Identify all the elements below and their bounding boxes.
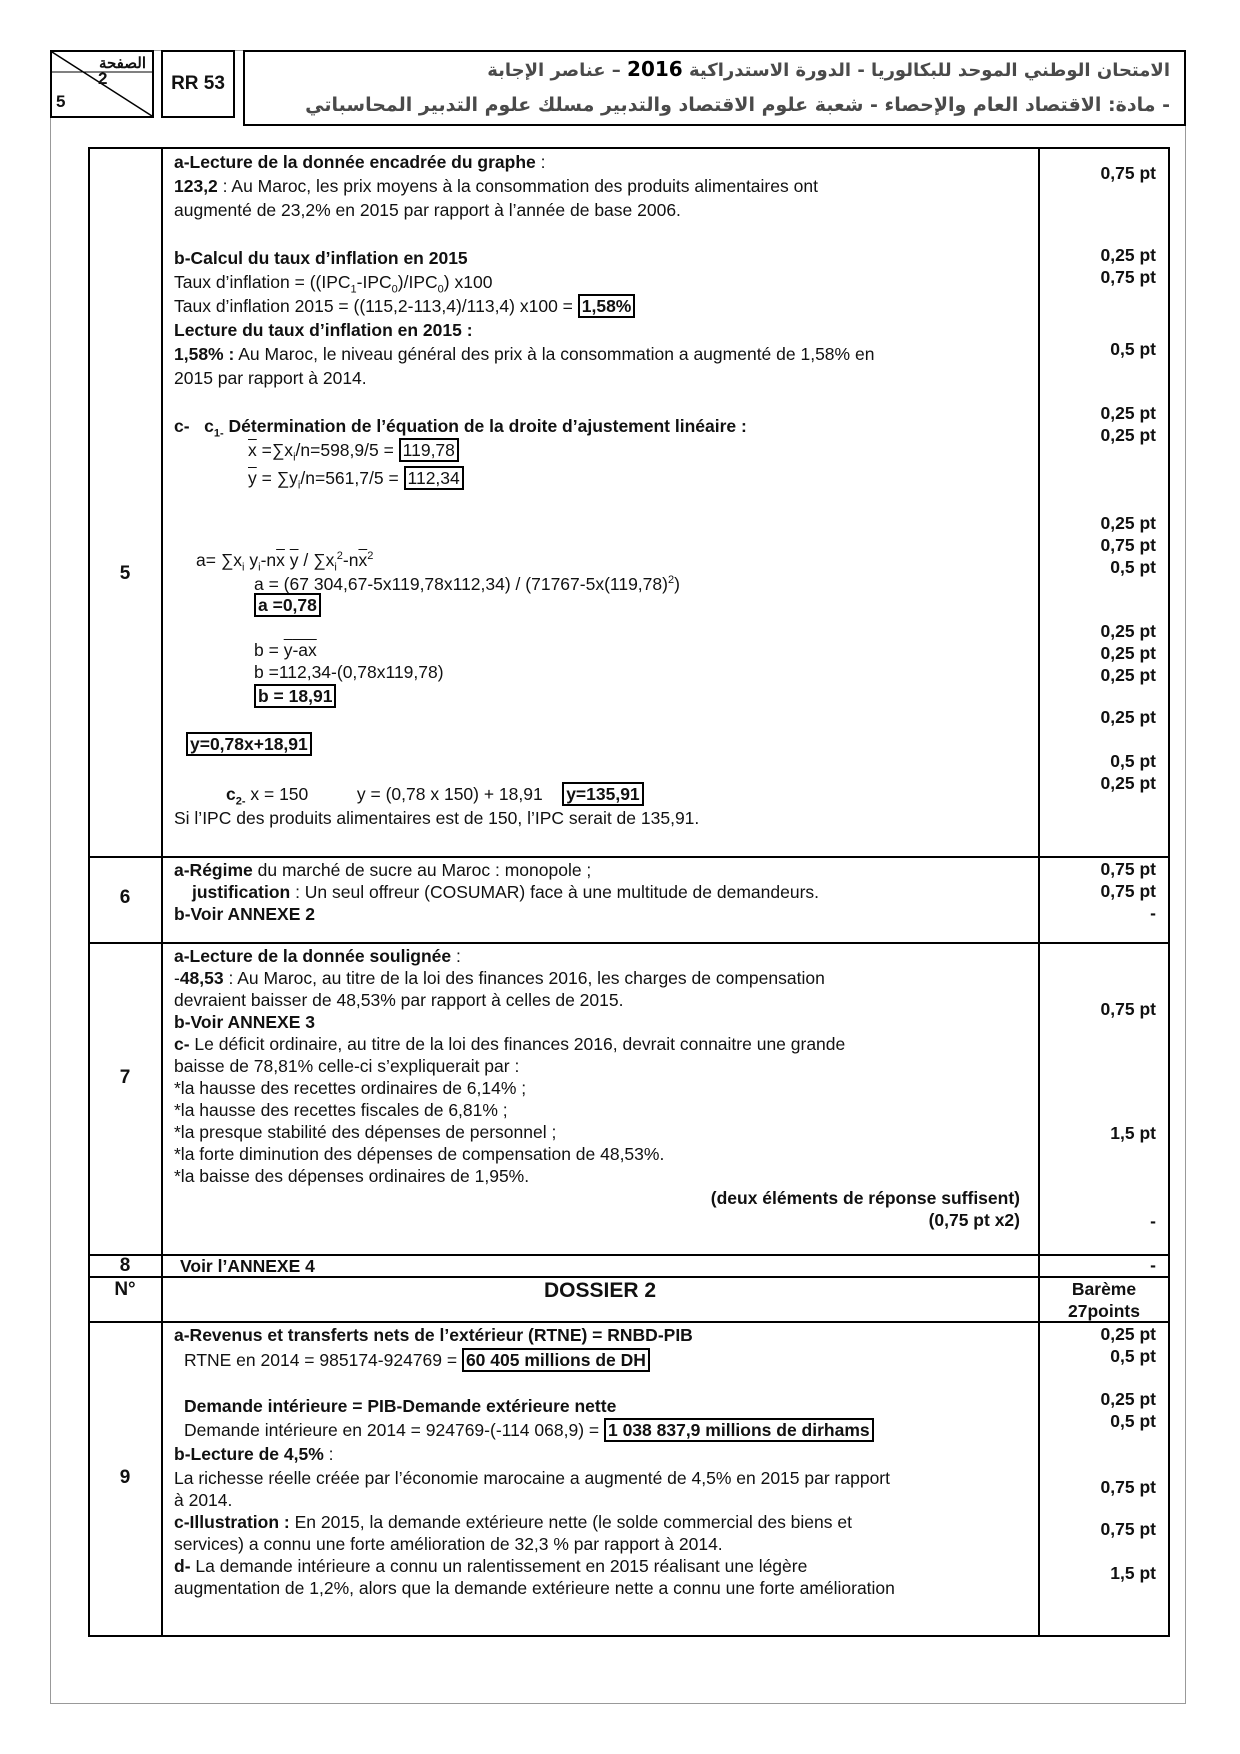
q5-c1-title: c- $c_{1-}$ Détermination de l’équation de la droite d’ajustement linéaire : <box>174 416 747 440</box>
points: 0,5 pt <box>1110 1346 1156 1366</box>
q7-a-line1: -48,53 : Au Maroc, au titre de la loi des finances 2016, les charges de compensation <box>174 968 825 988</box>
col-divider-2 <box>1038 147 1040 1637</box>
row-divider <box>88 1321 1170 1323</box>
q7-bullet: *la hausse des recettes ordinaires de 6,14% ; <box>174 1078 527 1098</box>
row-divider <box>88 942 1170 944</box>
q6-b-line: b-Voir ANNEXE 2 <box>174 904 315 924</box>
q9-a-calc: RTNE en 2014 = 985174-924769 = 60 405 millions de DH <box>184 1349 650 1371</box>
q5-b-title: b-Calcul du taux d’inflation en 2015 <box>174 248 468 268</box>
points: 0,75 pt <box>1100 535 1156 555</box>
q5-b-calc2: b =112,34-(0,78x119,78) <box>254 662 444 682</box>
points: 0,75 pt <box>1100 881 1156 901</box>
q9-d-line1: d- La demande intérieure a connu un ralentissement en 2015 réalisant une légère <box>174 1556 808 1576</box>
points: 0,75 pt <box>1100 1519 1156 1539</box>
points: 0,25 pt <box>1100 425 1156 445</box>
question-number-5: 5 <box>119 563 131 584</box>
q5-c2-line: $c_{2-}$ x = 150 y = (0,78 x 150) + 18,91 y=135,91 <box>226 783 644 813</box>
q9-a-title: a-Revenus et transferts nets de l’extérieur (RTNE) = RNBD-PIB <box>174 1325 693 1345</box>
q7-b-line: b-Voir ANNEXE 3 <box>174 1012 315 1032</box>
q5-b-read-title: Lecture du taux d’inflation en 2015 : <box>174 320 473 340</box>
q9-di-title: Demande intérieure = PIB-Demande extérieure nette <box>184 1396 617 1416</box>
q9-b-line1: La richesse réelle créée par l’économie marocaine a augmenté de 4,5% en 2015 par rapport <box>174 1468 890 1488</box>
points: 0,5 pt <box>1110 339 1156 359</box>
q6-justification-line: justification : Un seul offreur (COSUMAR) face à une multitude de demandeurs. <box>192 882 820 902</box>
q9-c-line1: c-Illustration : En 2015, la demande extérieure nette (le solde commercial des biens et <box>174 1512 852 1532</box>
q5-xbar-result: 119,78 <box>399 438 459 462</box>
page-number: 2 <box>98 69 108 88</box>
q5-a-result: a =0,78 <box>254 593 321 617</box>
points: 0,25 pt <box>1100 245 1156 265</box>
points: 0,25 pt <box>1100 773 1156 793</box>
q8-text: Voir l’ANNEXE 4 <box>180 1256 315 1276</box>
q7-c-line2: baisse de 78,81% celle-ci s’expliquerait par : <box>174 1056 520 1076</box>
answers-table <box>88 147 1170 1637</box>
points: 1,5 pt <box>1110 1563 1156 1583</box>
page-number-box <box>50 50 154 118</box>
question-number-8: 8 <box>119 1255 131 1276</box>
points: 0,5 pt <box>1110 751 1156 771</box>
q5-b-result2: b = 18,91 <box>254 684 336 708</box>
q5-a-calc: a = (67 $304,67-5x119,78x112,34) / (71767-5x(119,78)^2)$ <box>254 573 680 594</box>
exam-title-box <box>243 50 1186 126</box>
q7-bullet: *la forte diminution des dépenses de compensation de 48,53%. <box>174 1144 665 1164</box>
q7-note1: (deux éléments de réponse suffisent) <box>710 1188 1020 1208</box>
exam-code: RR 53 <box>161 50 235 118</box>
q5-b-eq: $b = \overline{y}-ax$ <box>254 640 317 660</box>
points: 0,75 pt <box>1100 163 1156 183</box>
exam-title-line2: - مادة: الاقتصاد العام والإحصاء - شعبة علوم الاقتصاد والتدبير مسلك علوم التدبير المحاسباتي <box>305 94 1170 116</box>
points: 0,5 pt <box>1110 557 1156 577</box>
q9-d-line2: augmentation de 1,2%, alors que la demande extérieure nette a connu une forte amélioration <box>174 1578 895 1598</box>
q5-b-read-line1: 1,58% : Au Maroc, le niveau général des prix à la consommation a augmenté de 1,58% en <box>174 344 875 364</box>
q7-note2: (0,75 pt x2) <box>928 1210 1020 1230</box>
points: 1,5 pt <box>1110 1123 1156 1143</box>
q7-c-line1: c- Le déficit ordinaire, au titre de la loi des finances 2016, devrait connaitre une grande <box>174 1034 846 1054</box>
dossier-n-label: N° <box>114 1279 136 1300</box>
points: 0,75 pt <box>1100 859 1156 879</box>
exam-title-line1 <box>255 54 1170 86</box>
points: 0,25 pt <box>1100 1389 1156 1409</box>
row-divider <box>88 856 1170 858</box>
q7-bullet: *la baisse des dépenses ordinaires de 1,95%. <box>174 1166 530 1186</box>
points: 0,25 pt <box>1100 621 1156 641</box>
q9-b-line2: à 2014. <box>174 1490 233 1510</box>
col-divider-1 <box>161 147 163 1637</box>
question-number-6: 6 <box>119 887 131 908</box>
q7-bullet: *la hausse des recettes fiscales de 6,81% ; <box>174 1100 508 1120</box>
q5-equation-line <box>186 733 312 755</box>
q9-b-title: b-Lecture de 4,5% : <box>174 1444 334 1464</box>
points: 0,5 pt <box>1110 1411 1156 1431</box>
points: 0,25 pt <box>1100 707 1156 727</box>
q5-a-result-line <box>254 594 321 616</box>
bareme-points: 27points <box>1068 1301 1140 1321</box>
q9-di-result: 1 038 837,9 millions de dirhams <box>604 1418 874 1442</box>
q5-b-result: 1,58% <box>578 294 636 318</box>
q5-ybar-result: 112,34 <box>404 466 464 490</box>
q5-a-formula: $a= \sum x_i$ $y_i-n\overline{x}$ $\overline{y} / \sum x_i^2-n\overline{x}^2$ <box>196 549 374 574</box>
points: - <box>1150 1211 1156 1231</box>
points: - <box>1150 1255 1156 1275</box>
points: 0,75 pt <box>1100 267 1156 287</box>
q5-b-calc: Taux d’inflation 2015 = ((115,2-113,4)/113,4) x100 = 1,58% <box>174 295 635 317</box>
page-total: 5 <box>56 92 66 111</box>
q5-a-line2: augmenté de 23,2% en 2015 par rapport à l’année de base 2006. <box>174 200 681 220</box>
q9-a-result: 60 405 millions de DH <box>462 1348 650 1372</box>
q5-c2-result: y=135,91 <box>562 782 643 806</box>
points: 0,25 pt <box>1100 643 1156 663</box>
q7-bullet: *la presque stabilité des dépenses de personnel ; <box>174 1122 557 1142</box>
q5-a-title: a-Lecture de la donnée encadrée du graphe : <box>174 152 546 172</box>
q7-a-title: a-Lecture de la donnée soulignée : <box>174 946 461 966</box>
question-number-7: 7 <box>119 1067 131 1088</box>
q5-c2-text: Si l’IPC des produits alimentaires est de 150, l’IPC serait de 135,91. <box>174 808 700 828</box>
points: 0,25 pt <box>1100 1324 1156 1344</box>
bareme-label: Barème <box>1071 1279 1137 1299</box>
q9-c-line2: services) a connu une forte amélioration de 32,3 % par rapport à 2014. <box>174 1534 723 1554</box>
q5-b-formula: Taux d’inflation = $((IPC_1-IPC_0)/IPC_0)$ x100 <box>174 272 493 296</box>
points: 0,25 pt <box>1100 513 1156 533</box>
q5-b-result-line <box>254 685 336 707</box>
points: 0,75 pt <box>1100 999 1156 1019</box>
dossier-title: DOSSIER 2 <box>543 1279 657 1302</box>
title-part-a: الامتحان الوطني الموحد للبكالوريا - الدورة الاستدراكية <box>689 60 1170 81</box>
page-label: الصفحة <box>98 55 146 72</box>
q6-a-line: a-Régime du marché de sucre au Maroc : monopole ; <box>174 860 592 880</box>
title-part-b: – عناصر الإجابة <box>487 60 621 81</box>
q5-ybar: $\overline{y} = \sum y_i/n=561,7/5 = 112,34$ <box>248 467 464 497</box>
q5-xbar: $\overline{x} =\sum x_i/n=598,9/5 = 119,78$ <box>248 439 459 469</box>
q5-a-line1: 123,2 : Au Maroc, les prix moyens à la consommation des produits alimentaires ont <box>174 176 818 196</box>
points: 0,25 pt <box>1100 403 1156 423</box>
points: - <box>1150 903 1156 923</box>
q7-a-line2: devraient baisser de 48,53% par rapport à celles de 2015. <box>174 990 624 1010</box>
q5-b-read-line2: 2015 par rapport à 2014. <box>174 368 367 388</box>
q5-equation: y=0,78x+18,91 <box>186 732 312 756</box>
title-year: 2016 <box>627 57 683 81</box>
q9-di-calc: Demande intérieure en 2014 = 924769-(-114 068,9) = 1 038 837,9 millions de dirhams <box>184 1419 874 1441</box>
question-number-9: 9 <box>119 1467 131 1488</box>
points: 0,25 pt <box>1100 665 1156 685</box>
points: 0,75 pt <box>1100 1477 1156 1497</box>
